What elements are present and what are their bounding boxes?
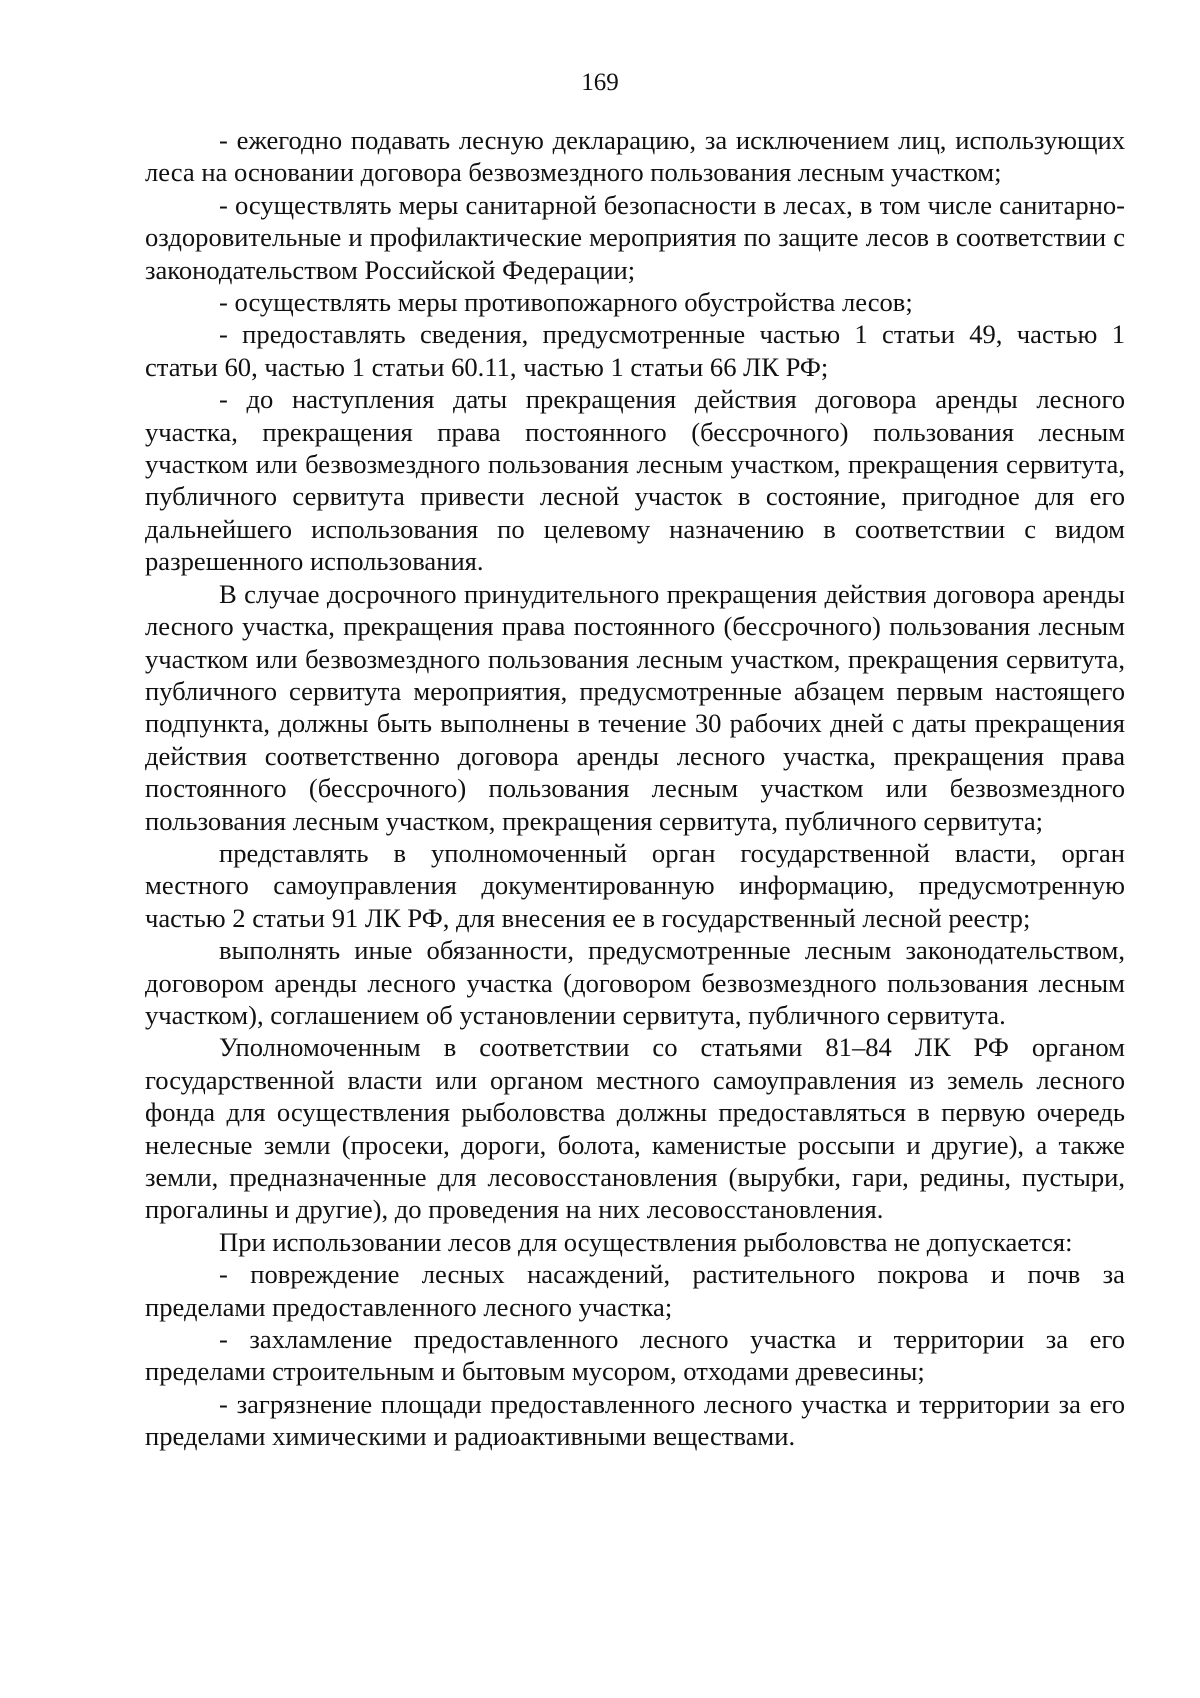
paragraph: - захламление предоставленного лесного участка и территории за его пределами строительным и бытовым мусором, отходами древесины;: [145, 1324, 1125, 1387]
paragraph: При использовании лесов для осуществления рыболовства не допускается:: [219, 1226, 1073, 1257]
document-body: [145, 124, 1125, 1453]
paragraph: - загрязнение площади предоставленного лесного участка и территории за его пределами химическими и радиоактивными веществами.: [145, 1388, 1125, 1452]
paragraph: - повреждение лесных насаждений, растительного покрова и почв за пределами предоставленного лесного участка;: [145, 1259, 1125, 1322]
paragraph: выполнять иные обязанности, предусмотренные лесным законодательством, договором аренды лесного участка (договором безвозмездного пользования лесным участком), соглашением об установлении сервитута, публичного сервитута.: [145, 935, 1125, 1030]
paragraph: представлять в уполномоченный орган государственной власти, орган местного самоуправления документированную информацию, предусмотренную частью 2 статьи 91 ЛК РФ, для внесения ее в государственный лесной реестр;: [145, 837, 1125, 933]
paragraph: Уполномоченным в соответствии со статьями 81–84 ЛК РФ органом государственной власти или органом местного самоуправления из земель лесного фонда для осуществления рыболовства должны предоставляться в первую очередь нелесные земли (просеки, дороги, болота, каменистые россыпи и другие), а также земли, предназначенные для лесовосстановления (вырубки, гари, редины, пустыри, прогалины и другие), до проведения на них лесовосстановления.: [145, 1032, 1125, 1225]
paragraph: В случае досрочного принудительного прекращения действия договора аренды лесного участка, прекращения права постоянного (бессрочного) пользования лесным участком или безвозмездного пользования лесным участком, прекращения сервитута, публичного сервитута мероприятия, предусмотренные абзацем первым настоящего подпункта, должны быть выполнены в течение 30 рабочих дней с даты прекращения действия соответственно договора аренды лесного участка, прекращения права постоянного (бессрочного) пользования лесным участком или безвозмездного пользования лесным участком, прекращения сервитута, публичного сервитута;: [145, 578, 1125, 836]
paragraph: - ежегодно подавать лесную декларацию, за исключением лиц, использующих леса на основании договора безвозмездного пользования лесным участком;: [145, 125, 1125, 188]
paragraph: - осуществлять меры санитарной безопасности в лесах, в том числе санитарно-оздоровительные и профилактические мероприятия по защите лесов в соответствии с законодательством Российской Федерации;: [145, 189, 1125, 285]
paragraph: - до наступления даты прекращения действия договора аренды лесного участка, прекращения права постоянного (бессрочного) пользования лесным участком или безвозмездного пользования лесным участком, прекращения сервитута, публичного сервитута привести лесной участок в состояние, пригодное для его дальнейшего использования по целевому назначению в соответствии с видом разрешенного использования.: [145, 384, 1125, 577]
page-number: 169: [581, 69, 619, 96]
paragraph: - осуществлять меры противопожарного обустройства лесов;: [219, 287, 913, 318]
paragraph: - предоставлять сведения, предусмотренные частью 1 статьи 49, частью 1 статьи 60, частью 1 статьи 60.11, частью 1 статьи 66 ЛК РФ;: [145, 319, 1125, 382]
